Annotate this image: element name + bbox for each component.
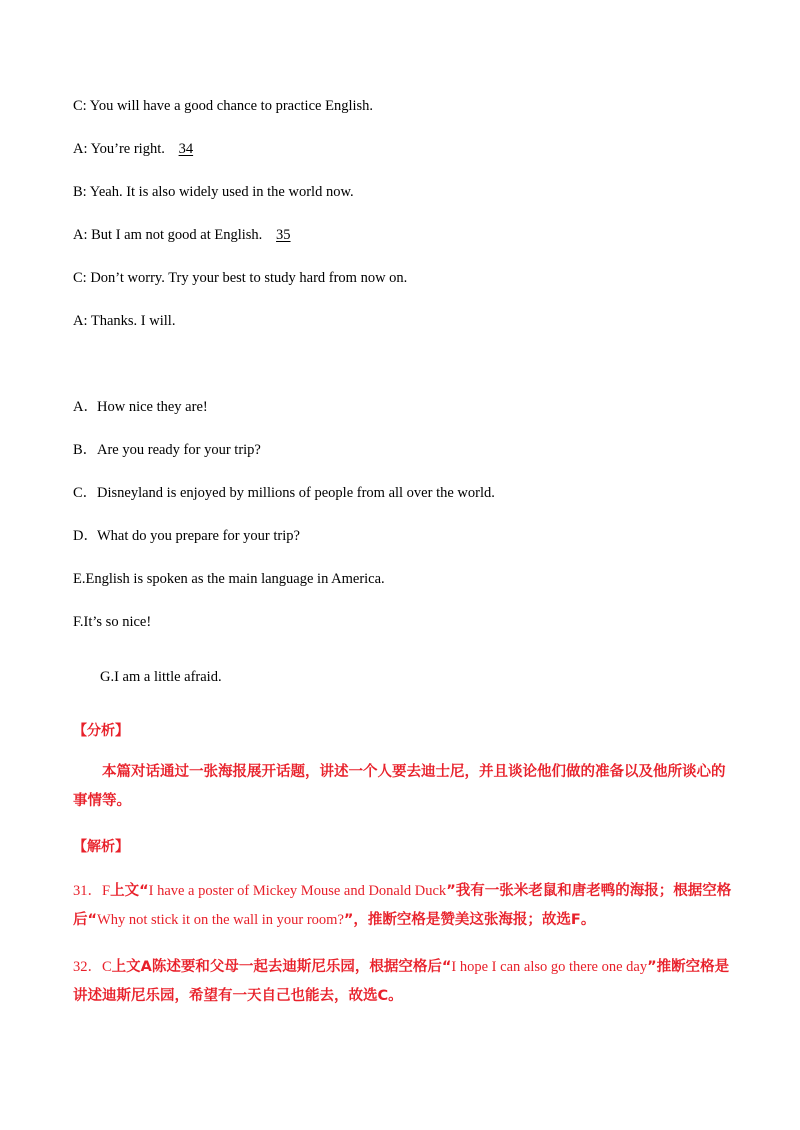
option-item	[100, 668, 222, 686]
item-text: ”我有一张米老鼠和唐老鸭的海报；根据空格后“	[73, 883, 732, 928]
dialogue-text: You will have a good chance to practice English.	[89, 98, 374, 114]
dialogue-line	[73, 269, 407, 287]
item-text: ”，推断空格是赞美这张海报；故选F。	[343, 912, 596, 928]
speaker-label: B:	[73, 184, 87, 200]
item-text: ”推断空格是讲述迪斯尼乐园，希望有一天自己也能去，故选C。	[73, 959, 730, 1004]
dialogue-line	[73, 183, 354, 201]
speaker-label: C:	[73, 270, 87, 286]
item-answer: F	[102, 883, 111, 899]
item-answer: C	[102, 959, 112, 975]
dialogue-text: But I am not good at English.	[91, 227, 263, 243]
speaker-label: A:	[73, 141, 88, 157]
item-quote: I hope I can also go there one day	[451, 959, 648, 975]
option-letter: A．	[73, 399, 98, 415]
dialogue-text: You’re right.	[90, 141, 165, 157]
option-letter: B．	[73, 442, 98, 458]
dialogue-line	[73, 140, 203, 158]
explanation-item-31	[73, 877, 733, 935]
item-number: 32．	[73, 959, 102, 975]
option-item	[73, 484, 495, 502]
item-quote: I have a poster of Mickey Mouse and Donald Duck	[148, 883, 447, 899]
option-item	[73, 398, 208, 416]
dialogue-line	[73, 97, 373, 115]
option-text: What do you prepare for your trip?	[97, 528, 300, 544]
option-text: Are you ready for your trip?	[97, 442, 261, 458]
explanation-heading: 【解析】	[73, 839, 129, 855]
item-quote: Why not stick it on the wall in your room?	[97, 912, 344, 928]
option-item	[73, 527, 300, 545]
option-text: How nice they are!	[97, 399, 208, 415]
option-text: G.I am a little afraid.	[100, 669, 222, 685]
dialogue-line	[73, 312, 175, 330]
option-item	[73, 441, 261, 459]
dialogue-line	[73, 226, 300, 244]
dialogue-text: Don’t worry. Try your best to study hard from now on.	[90, 270, 408, 286]
analysis-body: 本篇对话通过一张海报展开话题，讲述一个人要去迪士尼，并且谈论他们做的准备以及他所谈心的事情等。	[73, 764, 726, 809]
option-text: F.It’s so nice!	[73, 614, 152, 630]
dialogue-text: Yeah. It is also widely used in the world now.	[89, 184, 354, 200]
speaker-label: A:	[73, 227, 88, 243]
speaker-label: C:	[73, 98, 87, 114]
item-text: 上文“	[110, 883, 149, 899]
answer-blank: 34	[178, 141, 194, 157]
explanation-item-32	[73, 953, 733, 1011]
item-text: 上文A陈述要和父母一起去迪斯尼乐园，根据空格后“	[111, 959, 452, 975]
analysis-heading: 【分析】	[73, 723, 129, 739]
option-item	[73, 570, 385, 588]
option-letter: D．	[73, 528, 98, 544]
option-text: E.English is spoken as the main language in America.	[73, 571, 385, 587]
item-number: 31．	[73, 883, 102, 899]
option-item	[73, 613, 151, 631]
option-text: Disneyland is enjoyed by millions of people from all over the world.	[97, 485, 495, 501]
speaker-label: A:	[73, 313, 88, 329]
option-letter: C．	[73, 485, 98, 501]
dialogue-text: Thanks. I will.	[90, 313, 176, 329]
answer-blank: 35	[276, 227, 291, 243]
